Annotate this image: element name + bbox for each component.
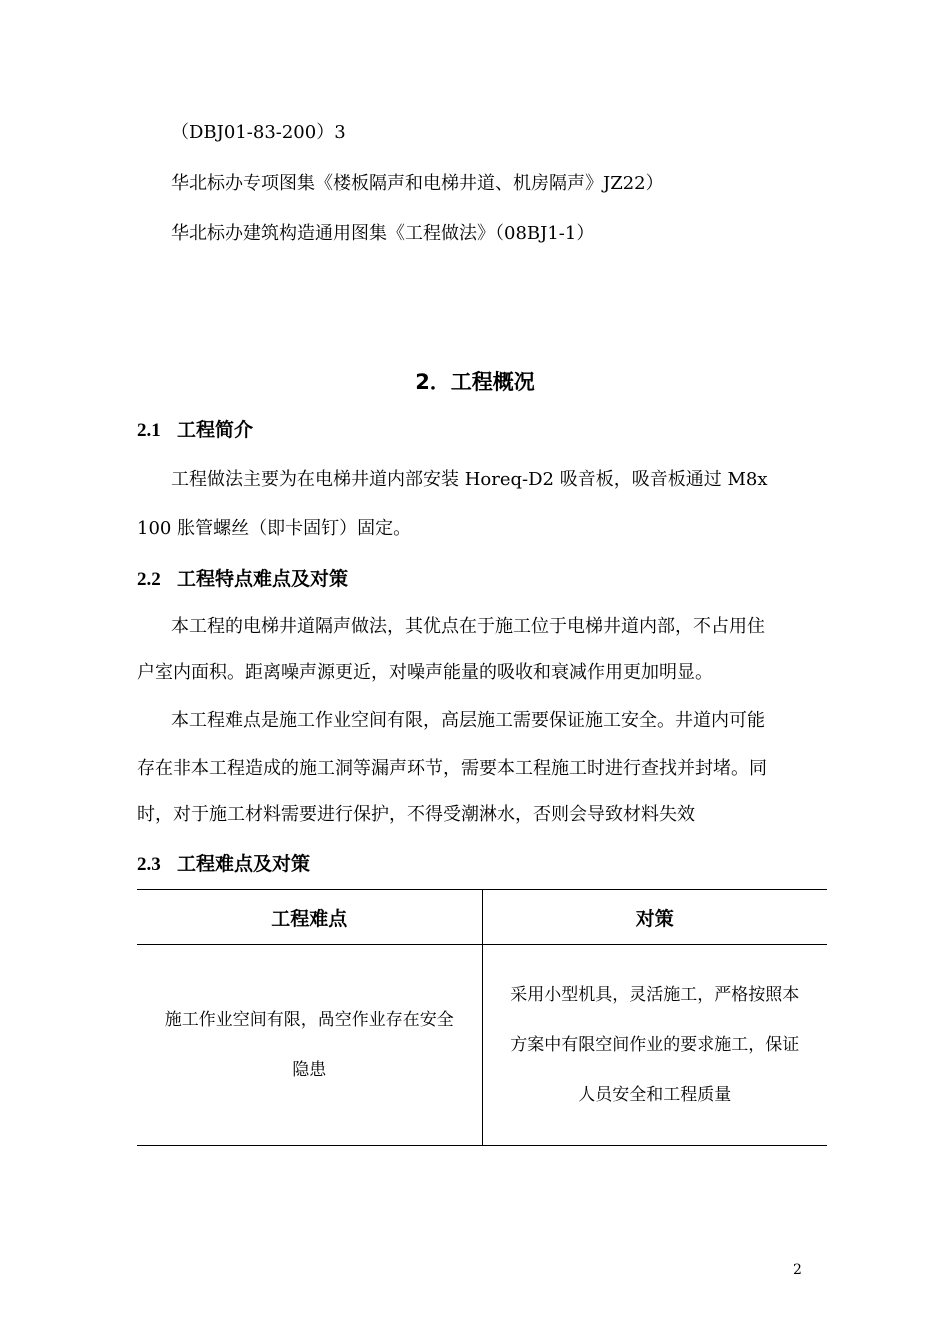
chapter-title: 2．工程概况 — [415, 370, 535, 394]
section-number: 2.3 — [137, 854, 161, 875]
paragraph-line: 100 胀管螺丝（即卡固钉）固定。 — [137, 518, 412, 539]
table-cell-difficulty — [137, 945, 482, 1146]
section-title: 工程简介 — [177, 419, 254, 441]
paragraph-line: 户室内面积。距离噪声源更近，对噪声能量的吸收和衰减作用更加明显。 — [137, 662, 713, 683]
section-title: 工程难点及对策 — [177, 853, 311, 875]
reference-line: （DBJ01-83-200）3 — [171, 122, 346, 143]
cell-line: 采用小型机具，灵活施工，严格按照本 — [510, 985, 800, 1005]
reference-line: 华北标办建筑构造通用图集《工程做法》（08BJ1-1） — [171, 223, 595, 244]
paragraph-line: 存在非本工程造成的施工洞等漏声环节，需要本工程施工时进行查找并封堵。同 — [137, 758, 767, 779]
reference-line: 华北标办专项图集《楼板隔声和电梯井道、机房隔声》JZ22） — [171, 173, 664, 194]
cell-line: 隐患 — [292, 1060, 327, 1080]
section-number: 2.1 — [137, 420, 161, 441]
section-number: 2.2 — [137, 569, 161, 590]
table-header-row — [137, 890, 827, 945]
paragraph-line: 时，对于施工材料需要进行保护，不得受潮淋水，否则会导致材料失效 — [137, 804, 695, 825]
table-cell-measure — [482, 945, 827, 1146]
difficulty-measure-table — [137, 889, 827, 1146]
cell-line: 人员安全和工程质量 — [578, 1085, 732, 1105]
paragraph-line: 本工程的电梯井道隔声做法，其优点在于施工位于电梯井道内部，不占用住 — [171, 616, 765, 637]
section-heading-2-2 — [137, 564, 348, 591]
section-heading-2-1 — [137, 415, 253, 442]
paragraph-line: 本工程难点是施工作业空间有限，高层施工需要保证施工安全。井道内可能 — [171, 710, 765, 731]
paragraph-line: 工程做法主要为在电梯井道内部安装 Horeq-D2 吸音板，吸音板通过 M8x — [171, 469, 768, 490]
cell-line: 方案中有限空间作业的要求施工，保证 — [510, 1035, 800, 1055]
page-number: 2 — [793, 1262, 802, 1278]
section-title: 工程特点难点及对策 — [177, 568, 349, 590]
section-heading-2-3 — [137, 849, 310, 876]
table-header-difficulty: 工程难点 — [137, 890, 482, 945]
table-header-measure: 对策 — [482, 890, 827, 945]
table-row — [137, 945, 827, 1146]
cell-line: 施工作业空间有限，咼空作业存在安全 — [164, 1010, 454, 1030]
